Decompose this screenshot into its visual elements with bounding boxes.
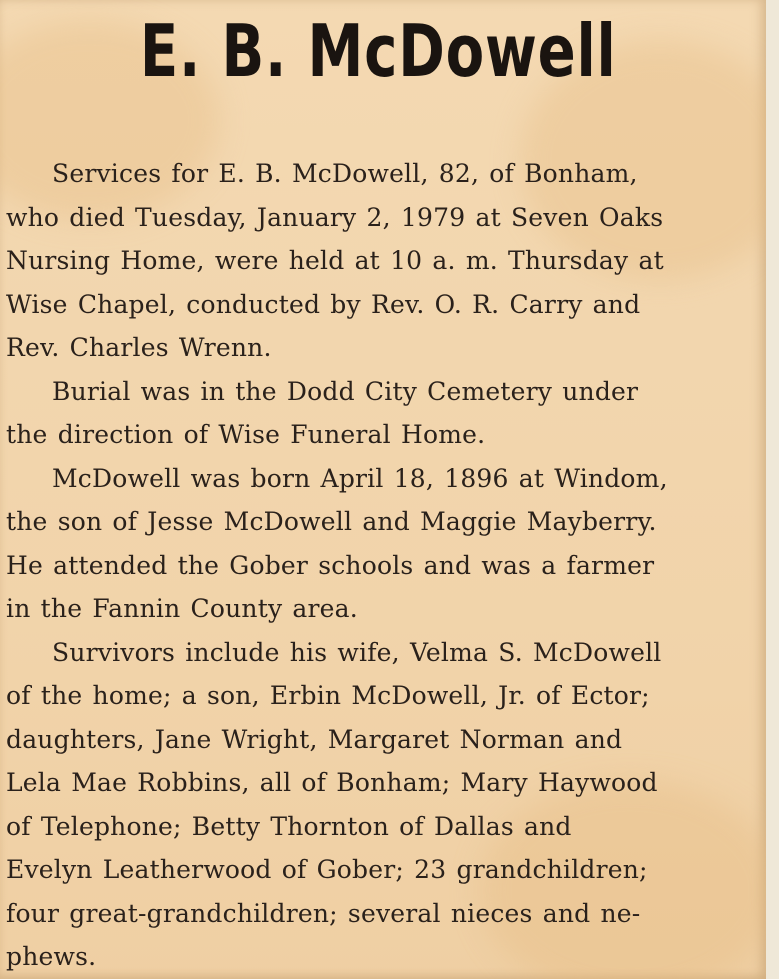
text-line: of Telephone; Betty Thornton of Dallas and bbox=[6, 811, 572, 841]
text-line: the direction of Wise Funeral Home. bbox=[6, 420, 486, 449]
text-line: phews. bbox=[6, 942, 97, 971]
text-line: Nursing Home, were held at 10 a. m. Thursday at bbox=[6, 246, 664, 275]
text-line: who died Tuesday, January 2, 1979 at Seven Oaks bbox=[6, 202, 664, 232]
text-line: Survivors include his wife, Velma S. McDowell bbox=[52, 637, 662, 667]
paragraph-survivors bbox=[6, 631, 766, 979]
obituary-headline: E. B. McDowell bbox=[139, 9, 617, 93]
text-line: He attended the Gober schools and was a farmer bbox=[6, 550, 655, 580]
text-line: of the home; a son, Erbin McDowell, Jr. of Ector; bbox=[6, 681, 650, 710]
text-line: Lela Mae Robbins, all of Bonham; Mary Haywood bbox=[6, 768, 658, 797]
text-line: Rev. Charles Wrenn. bbox=[6, 333, 272, 362]
paragraph-burial bbox=[6, 370, 766, 457]
text-line: McDowell was born April 18, 1896 at Windom, bbox=[52, 463, 668, 493]
text-line: Services for E. B. McDowell, 82, of Bonham, bbox=[52, 159, 638, 188]
text-line: the son of Jesse McDowell and Maggie Mayberry. bbox=[6, 507, 657, 536]
text-line: in the Fannin County area. bbox=[6, 594, 358, 623]
text-line: Wise Chapel, conducted by Rev. O. R. Carry and bbox=[6, 289, 641, 319]
text-line: Evelyn Leatherwood of Gober; 23 grandchildren; bbox=[6, 855, 648, 884]
paragraph-biography bbox=[6, 457, 766, 631]
text-line: Burial was in the Dodd City Cemetery under bbox=[52, 376, 639, 406]
text-line: daughters, Jane Wright, Margaret Norman and bbox=[6, 724, 623, 754]
paragraph-services bbox=[6, 152, 766, 370]
text-line: four great-grandchildren; several nieces and ne- bbox=[6, 898, 641, 928]
obituary-body bbox=[6, 152, 766, 979]
